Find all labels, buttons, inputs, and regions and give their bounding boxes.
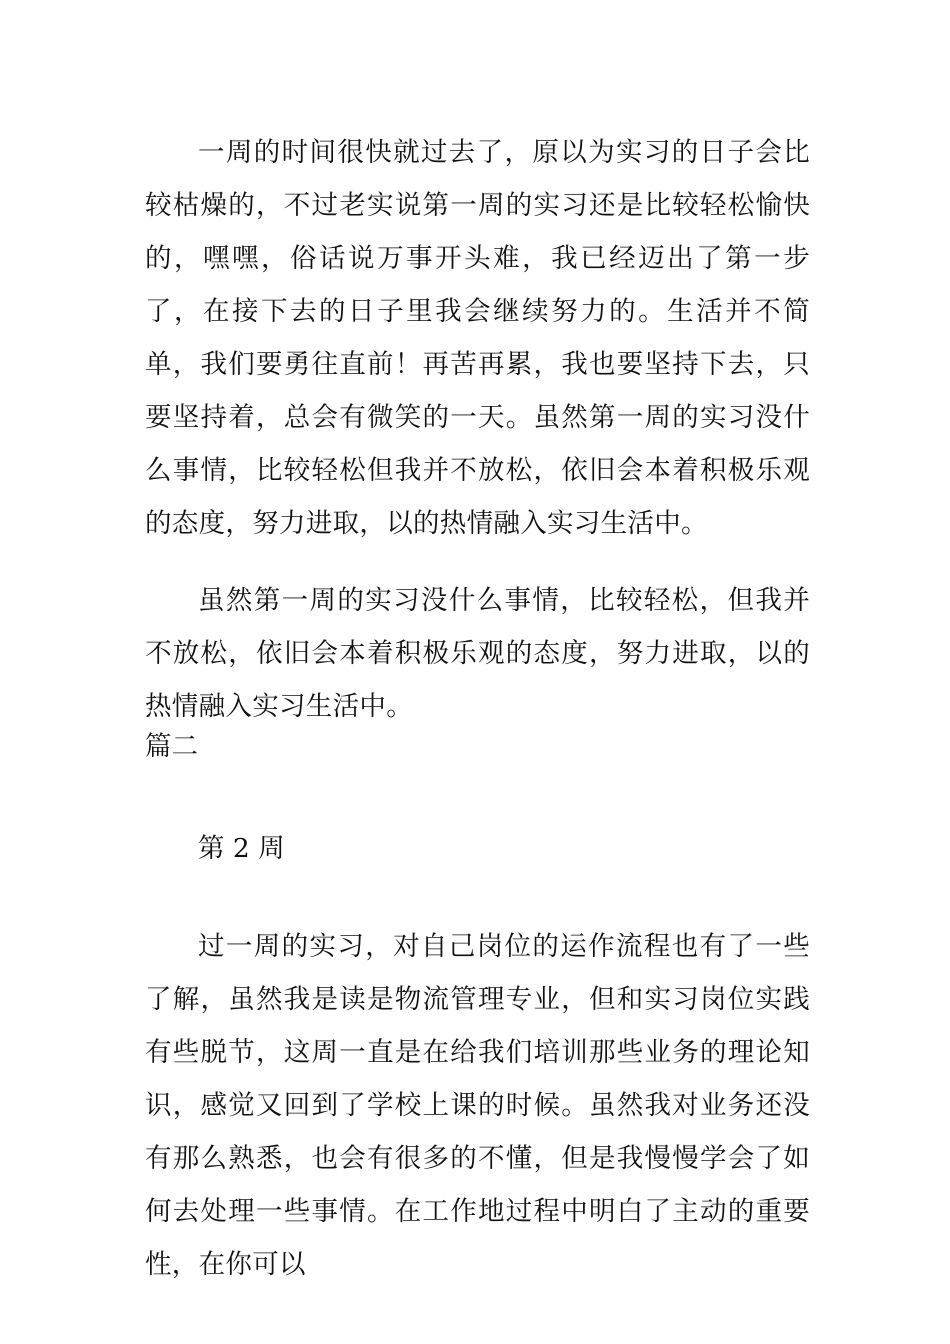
- body-paragraph: 过一周的实习，对自己岗位的运作流程也有了一些了解，虽然我是读是物流管理专业，但和实习岗位实践有些脱节，这周一直是在给我们培训那些业务的理论知识，感觉又回到了学校上课的时候。虽然我对业务还没有那么熟悉，也会有很多的不懂，但是我慢慢学会了如何去处理一些事情。在工作地过程中明白了主动的重要性，在你可以: [145, 931, 810, 1280]
- body-paragraph: 一周的时间很快就过去了，原以为实习的日子会比较枯燥的，不过老实说第一周的实习还是比较轻松愉快的，嘿嘿，俗话说万事开头难，我已经迈出了第一步了，在接下去的日子里我会继续努力的。生活并不简单，我们要勇往直前！再苦再累，我也要坚持下去，只要坚持着，总会有微笑的一天。虽然第一周的实习没什么事情，比较轻松但我并不放松，依旧会本着积极乐观的态度，努力进取，以的热情融入实习生活中。: [145, 137, 810, 539]
- body-paragraph: 虽然第一周的实习没什么事情，比较轻松，但我并不放松，依旧会本着积极乐观的态度，努力进取，以的热情融入实习生活中。: [145, 585, 810, 722]
- section-heading: 篇二: [145, 731, 198, 762]
- week-heading: 第 2 周: [198, 833, 285, 864]
